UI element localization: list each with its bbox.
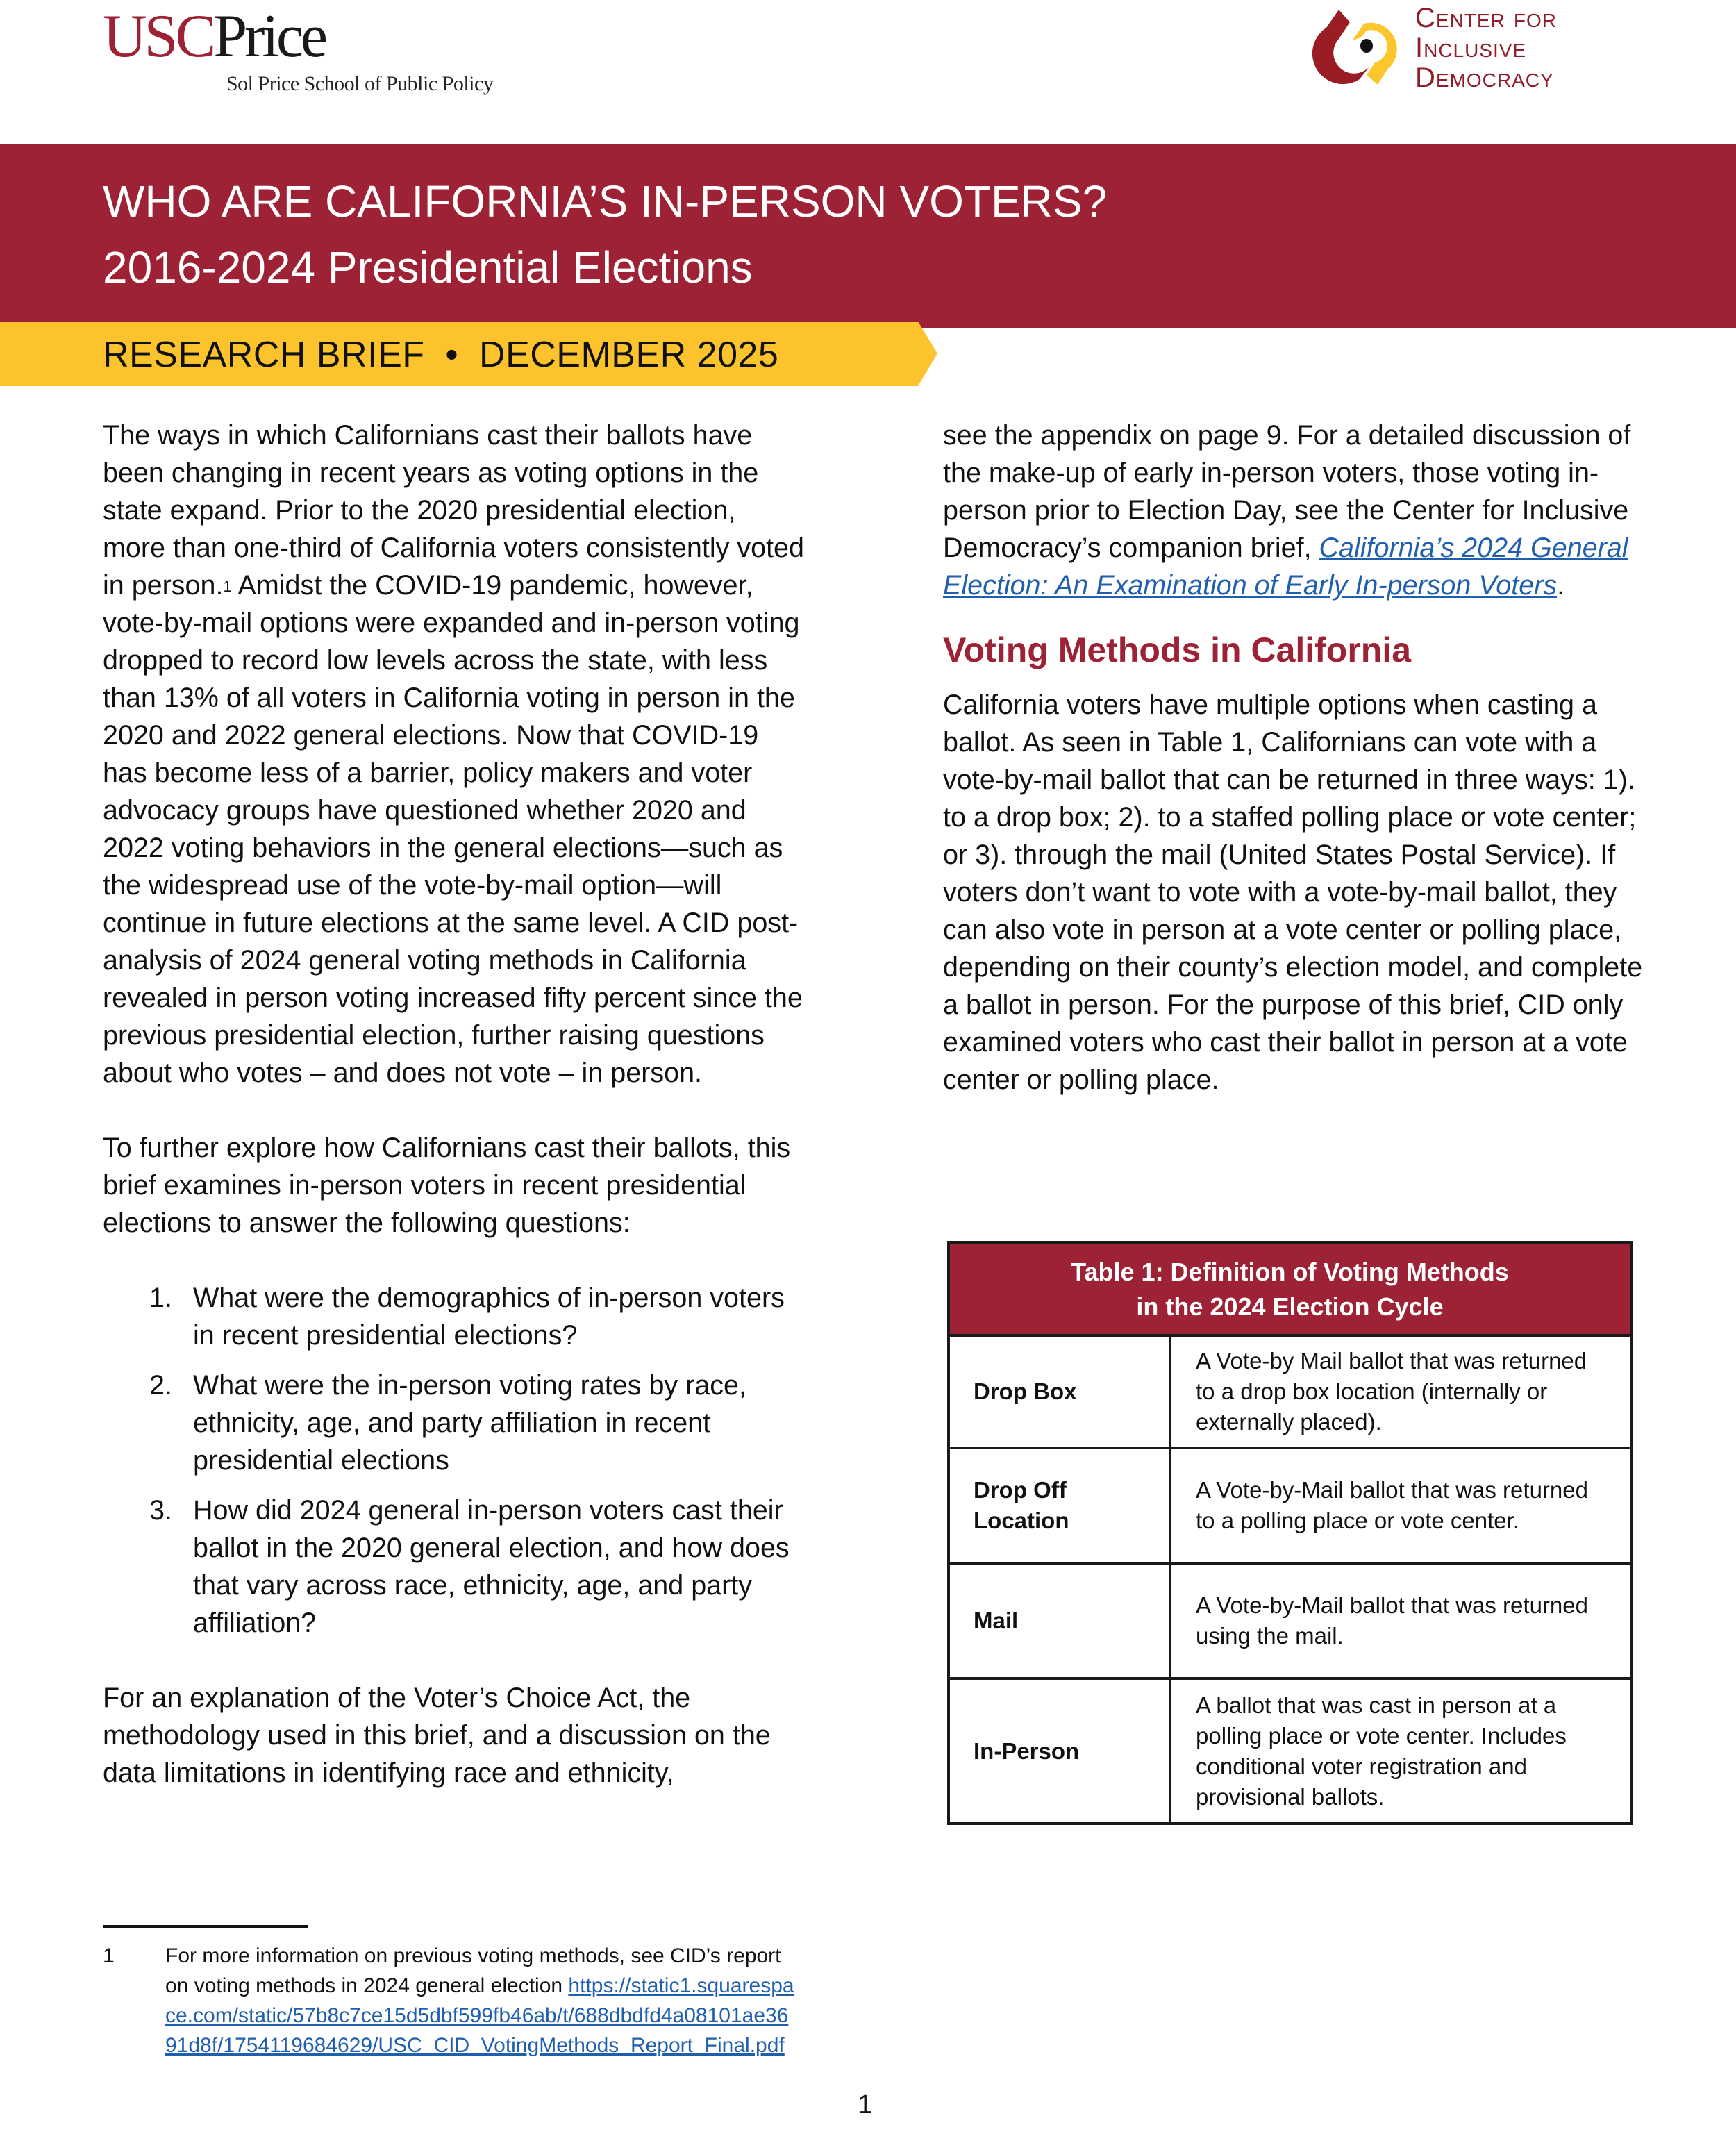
footnote-report-link[interactable]: https://static1.squarespace.com/static/57b8c7ce15d5dbf599fb46ab/t/688dbdfd4a08101ae3691d8f/1754119684629/USC_CID_VotingMethods_Report_Final.pdf (165, 1974, 794, 2057)
cid-link-icon (1311, 3, 1401, 93)
table-row (950, 1337, 1630, 1449)
page-number: 1 (858, 2090, 873, 2119)
brief-ribbon (0, 322, 937, 386)
research-questions-list (103, 1279, 804, 1642)
table-title: Table 1: Definition of Voting Methods in the 2024 Election Cycle (950, 1244, 1630, 1337)
footnote (103, 1941, 797, 2060)
intro-paragraph: The ways in which Californians cast their ballots have been changing in recent years as voting options in the state expand. Prior to the 2020 presidential election, more than one-third of California voters consistently voted in person.$^1$ Amidst the COVID-19 pandemic, however, vote-by-mail options were expanded and in-person voting dropped to record low levels across the state, with less than 13% of all voters in California voting in person in the 2020 and 2022 general elections. Now that COVID-19 has become less of a barrier, policy makers and voter advocacy groups have questioned whether 2020 and 2022 voting behaviors in the general elections—such as the widespread use of the vote-by-mail option—will continue in future elections at the same level. A CID post-analysis of 2024 general voting methods in California revealed in person voting increased fifty percent since the previous presidential election, further raising questions about who votes – and does not vote – in person. (103, 420, 804, 1088)
table-row (950, 1680, 1630, 1822)
cid-logo-line2: Inclusive (1415, 32, 1527, 63)
method-name: Drop Off Location (950, 1449, 1171, 1562)
method-definition: A Vote-by Mail ballot that was returned to a drop box location (internally or externally placed). (1196, 1348, 1587, 1435)
usc-price-logo (103, 3, 494, 96)
usc-logo-price: Price (213, 3, 325, 70)
table-row (950, 1449, 1630, 1565)
table-row (950, 1565, 1630, 1680)
list-item: 1. What were the demographics of in-person voters in recent presidential elections? (149, 1283, 785, 1351)
companion-brief-link[interactable]: California’s 2024 General Election: An Examination of Early In-person Voters (943, 533, 1628, 601)
brief-date-label: RESEARCH BRIEF • DECEMBER 2025 (103, 335, 779, 375)
voting-methods-table (947, 1241, 1633, 1825)
left-column (103, 417, 804, 1829)
cid-logo-line1: Center for (1415, 2, 1557, 33)
list-item: 2. What were the in-person voting rates by race, ethnicity, age, and party affiliation in recent presidential elections (149, 1370, 746, 1476)
usc-logo-school: Sol Price School of Public Policy (226, 72, 494, 95)
page-title: WHO ARE CALIFORNIA’S IN-PERSON VOTERS? (103, 176, 1108, 226)
page-subtitle: 2016-2024 Presidential Elections (103, 242, 753, 292)
continuation-paragraph: see the appendix on page 9. For a detailed discussion of the make-up of early in-person voters, those voting in-person prior to Election Day, see the Center for Inclusive Democracy’s companion brief, California’s 2024 General Election: An Examination of Early In-person Voters. (943, 420, 1631, 601)
list-item: 3. How did 2024 general in-person voters cast their ballot in the 2020 general election, and how does that vary across race, ethnicity, age, and party affiliation? (149, 1495, 790, 1638)
footnote-divider (103, 1925, 308, 1928)
explanation-paragraph: For an explanation of the Voter’s Choice Act, the methodology used in this brief, and a discussion on the data limitations in identifying race and ethnicity, (103, 1683, 771, 1788)
footnote-ref-1[interactable]: 1 (223, 578, 232, 595)
method-definition: A Vote-by-Mail ballot that was returned using the mail. (1196, 1592, 1588, 1649)
method-definition: A ballot that was cast in person at a polling place or vote center. Includes conditional voter registration and provisional ballots. (1196, 1692, 1567, 1810)
cid-logo-line3: Democracy (1415, 62, 1554, 93)
method-name: In-Person (950, 1680, 1171, 1822)
method-name: Mail (950, 1565, 1171, 1677)
explore-paragraph: To further explore how Californians cast their ballots, this brief examines in-person voters in recent presidential elections to answer the following questions: (103, 1133, 791, 1238)
method-name: Drop Box (950, 1337, 1171, 1447)
right-column (943, 417, 1644, 1136)
footnote-text: For more information on previous voting methods, see CID’s report on voting methods in 2024 general election https://static1.squarespace.com/static/57b8c7ce15d5dbf599fb46ab/t/688dbdfd4a08101ae3691d8f/1754119684629/USC_CID_VotingMethods_Report_Final.pdf (165, 1944, 794, 2057)
method-definition: A Vote-by-Mail ballot that was returned to a polling place or vote center. (1196, 1477, 1588, 1533)
methods-paragraph: California voters have multiple options when casting a ballot. As seen in Table 1, Californians can vote with a vote-by-mail ballot that can be returned in three ways: 1). to a drop box; 2). to a staffed polling place or vote center; or 3). through the mail (United States Postal Service). If voters don’t want to vote with a vote-by-mail ballot, they can also vote in person at a vote center or polling place, depending on their county’s election model, and complete a ballot in person. For the purpose of this brief, CID only examined voters who cast their ballot in person at a vote center or polling place. (943, 690, 1643, 1095)
footnote-number: 1 (103, 1944, 115, 1967)
usc-logo-usc: USC (103, 3, 214, 70)
section-heading: Voting Methods in California (943, 631, 1412, 669)
title-banner (0, 144, 1736, 328)
cid-logo (1311, 3, 1557, 93)
